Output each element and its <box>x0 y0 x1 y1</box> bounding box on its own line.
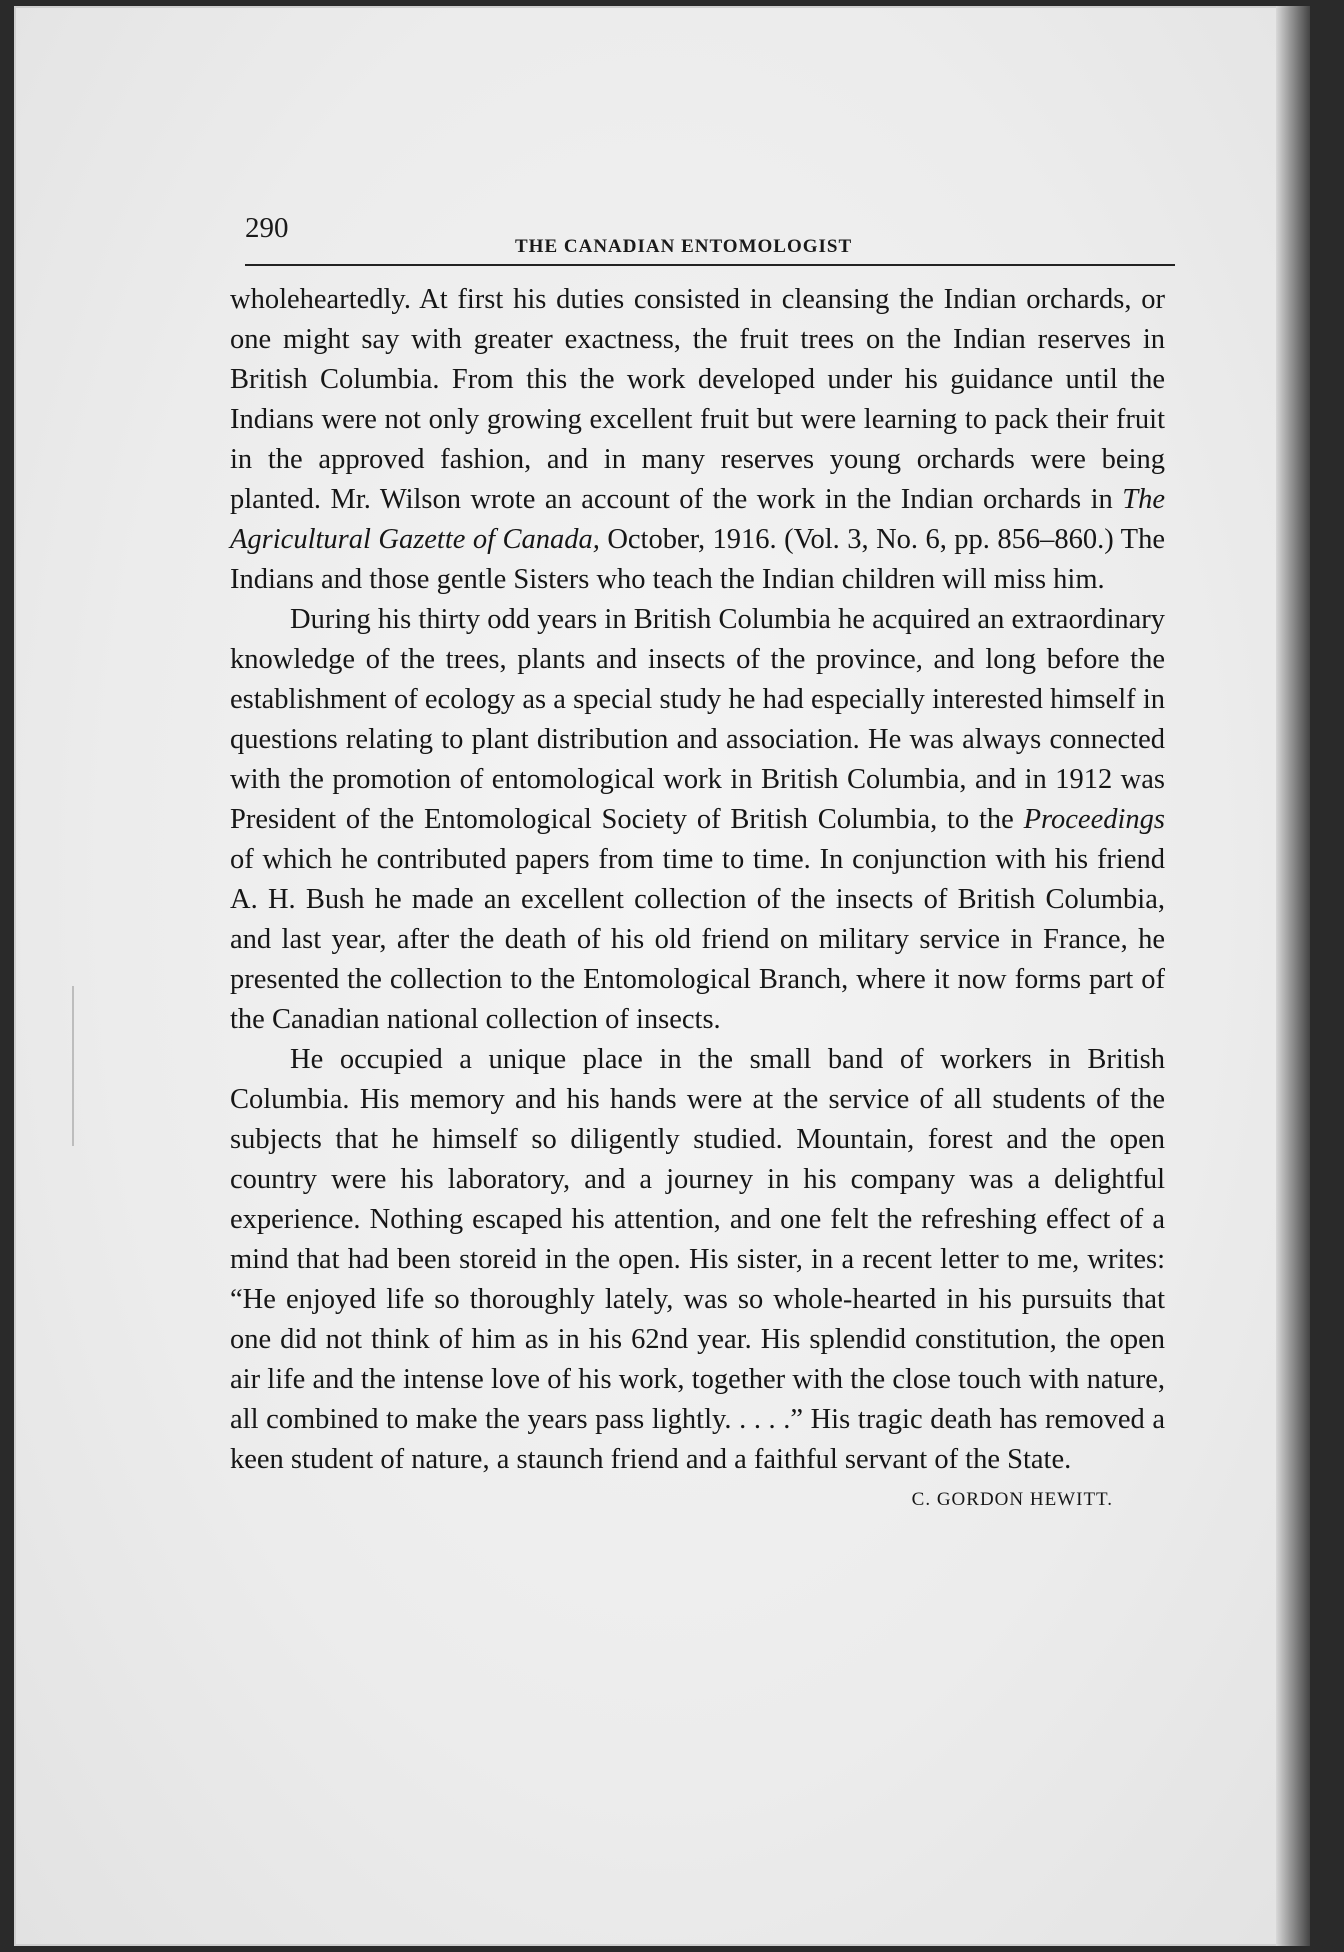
author-signature: C. GORDON HEWITT. <box>911 1489 1113 1510</box>
header-rule <box>245 264 1175 266</box>
journal-title: The Agricultural Gazette of Canada, <box>230 484 1165 555</box>
page-number: 290 <box>245 212 289 244</box>
body-text <box>230 280 1165 1520</box>
paragraph-2 <box>230 600 1165 1040</box>
running-head: THE CANADIAN ENTOMOLOGIST <box>515 236 853 257</box>
page-edge-shadow <box>1276 6 1310 1946</box>
paragraph-2-text-a: During his thirty odd years in British Columbia he acquired an extraordinary knowledge of the trees, plants and insects of the province, and long before the establishment of ecology as a special study he had especially interested himself in questions relating to plant distribution and association. He was always connected with the promotion of entomological work in British Columbia, and in 1912 was President of the Entomological Society of British Columbia, to the <box>230 604 1165 835</box>
paragraph-1 <box>230 280 1165 600</box>
paragraph-1-text-b: October, 1916. (Vol. 3, No. 6, pp. 856–860.) The Indians and those gentle Sisters who teach the Indian children will miss him. <box>230 524 1165 595</box>
margin-mark <box>72 986 74 1146</box>
page-header <box>245 212 1175 257</box>
paragraph-1-text-a: wholeheartedly. At first his duties consisted in cleansing the Indian orchards, or one might say with greater exactness, the fruit trees on the Indian reserves in British Columbia. From this the work developed under his guidance until the Indians were not only growing excellent fruit but were learning to pack their fruit in the approved fashion, and in many reserves young orchards were being planted. Mr. Wilson wrote an account of the work in the Indian orchards in <box>230 284 1165 515</box>
proceedings-title: Proceedings <box>1023 804 1165 835</box>
paragraph-2-text-b: of which he contributed papers from time to time. In conjunction with his friend A. H. Bush he made an excellent collection of the insects of British Columbia, and last year, after the death of his old friend on military service in France, he presented the collection to the Entomological Branch, where it now forms part of the Canadian national collection of insects. <box>230 844 1165 1035</box>
paragraph-3-text: He occupied a unique place in the small band of workers in British Columbia. His memory and his hands were at the service of all students of the subjects that he himself so diligently studied. Mountain, forest and the open country were his laboratory, and a journey in his company was a delightful experience. Nothing escaped his attention, and one felt the refreshing effect of a mind that had been storeid in the open. His sister, in a recent letter to me, writes: “He enjoyed life so thoroughly lately, was so whole-hearted in his pursuits that one did not think of him as in his 62nd year. His splendid constitution, the open air life and the intense love of his work, together with the close touch with nature, all combined to make the years pass lightly. . . . .” His tragic death has removed a keen student of nature, a staunch friend and a faithful servant of the State. <box>230 1044 1165 1475</box>
paragraph-3 <box>230 1040 1165 1480</box>
